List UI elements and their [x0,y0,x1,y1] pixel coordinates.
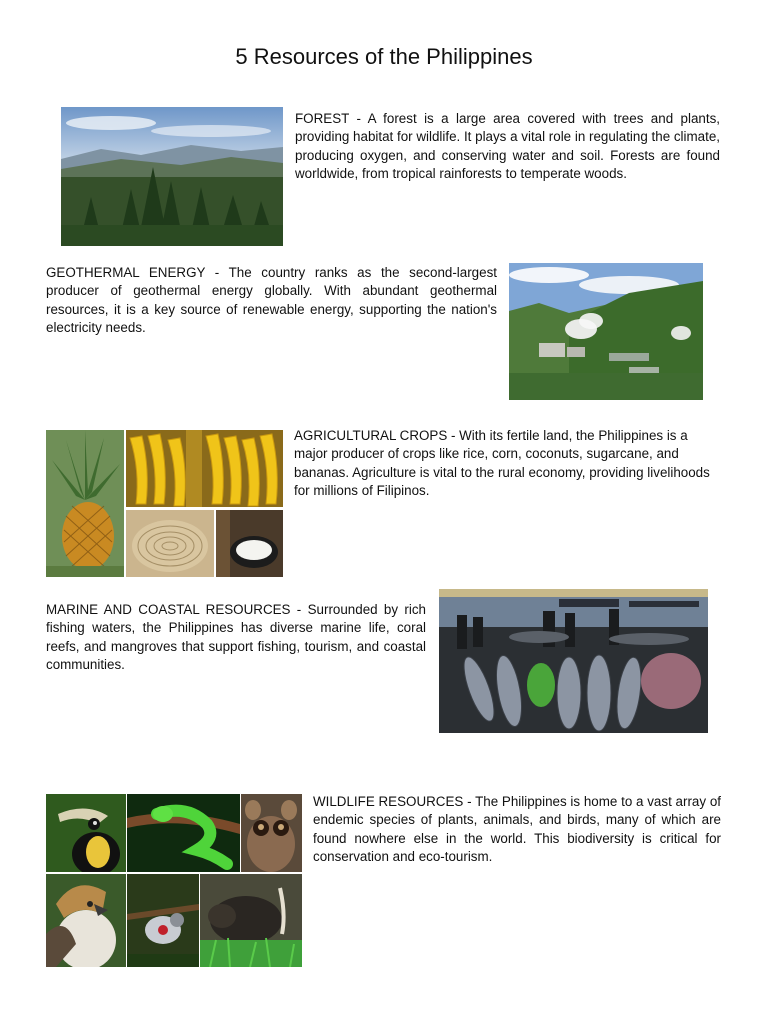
bleeding-heart-dove-photo [127,874,199,967]
tarsier-photo [241,794,302,872]
coconut-milk-photo [216,510,283,577]
forest-text: FOREST - A forest is a large area covered with trees and plants, providing habitat for wildlife. It plays a vital role in regulating the climate, producing oxygen, and conserving water and soil. Forests are found worldwide, from tropical rainforests to temperate woods. [295,111,720,182]
warty-pig-photo [200,874,302,967]
fish-market-photo [439,589,708,733]
forest-photo [61,107,283,246]
agricultural-crops-text: AGRICULTURAL CROPS - With its fertile land, the Philippines is a major producer of crops like rice, corn, coconuts, sugarcane, and bananas. Agriculture is vital to the rural economy, providing livelihoods for millions of Filipinos. [294,428,710,499]
pineapple-photo [46,430,124,577]
geothermal-plant-photo [509,263,703,400]
marine-coastal-text: MARINE AND COASTAL RESOURCES - Surrounded by rich fishing waters, the Philippines has diverse marine life, coral reefs, and mangroves that support fishing, tourism, and coastal communities. [46,602,426,673]
hornbill-photo [46,794,126,872]
abaca-fiber-photo [126,510,214,577]
philippine-eagle-photo [46,874,126,967]
page-title: 5 Resources of the Philippines [235,44,533,69]
green-snake-photo [127,794,240,872]
wildlife-text: WILDLIFE RESOURCES - The Philippines is home to a vast array of endemic species of plants, animals, and birds, many of which are found nowhere else in the world. This biodiversity is critical for conservation and eco-tourism. [313,794,721,865]
bananas-photo [126,430,283,507]
geothermal-text: GEOTHERMAL ENERGY - The country ranks as the second-largest producer of geothermal energy globally. With abundant geothermal resources, it is a key source of renewable energy, supporting the nation's electricity needs. [46,265,497,336]
